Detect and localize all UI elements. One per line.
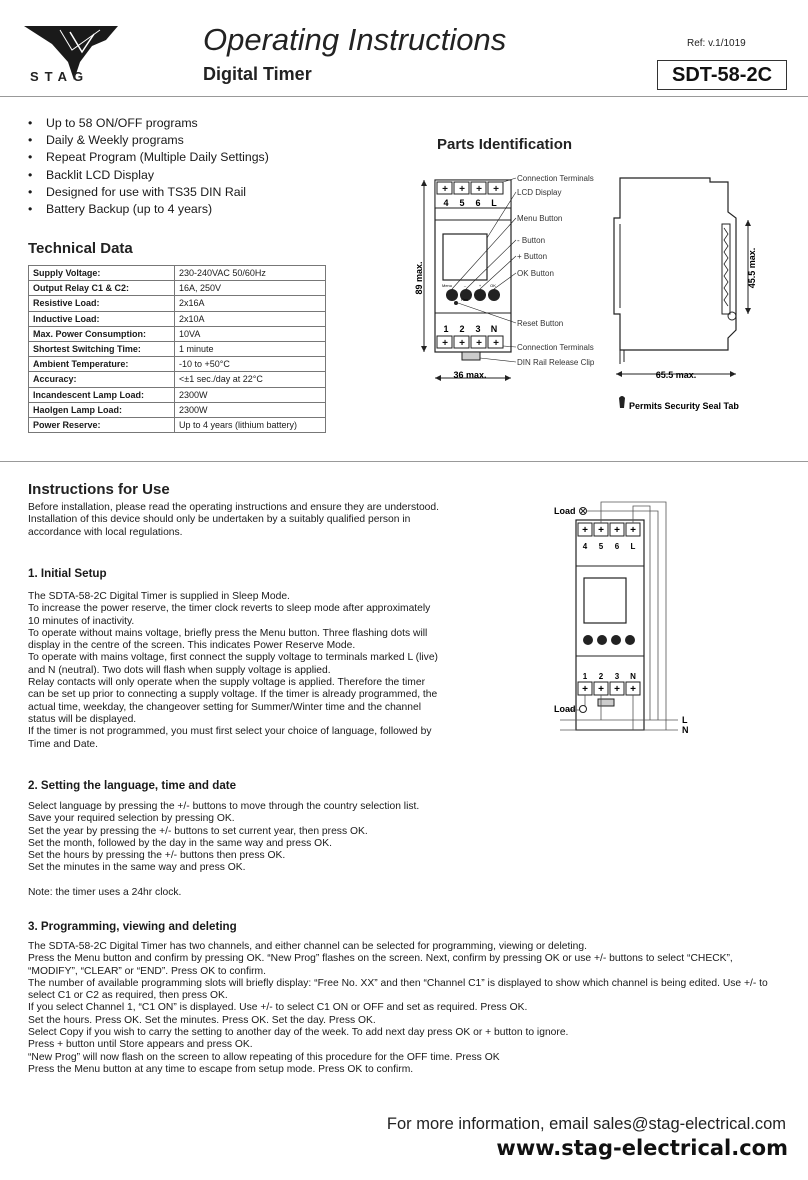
svg-text:5: 5 [598,542,604,551]
terminal-label: 4 [443,198,449,208]
svg-text:3: 3 [475,324,481,334]
reset-button [454,301,458,305]
instruction-line: “New Prog” will now flash on the screen to allow repeating of this procedure for the OFF time. Press OK [28,1051,500,1063]
list-item: • Repeat Program (Multiple Daily Settings) [28,150,269,167]
instruction-line: To operate with mains voltage, first connect the supply voltage to terminals marked L (live) [28,652,438,664]
svg-text:N: N [682,725,689,735]
spec-label: Accuracy: [29,372,175,387]
spec-label: Supply Voltage: [29,266,175,281]
terminal-label: 6 [475,198,481,208]
instruction-line: The number of available programming slots will briefly display: “Free No. XX” and then “Channel C1” is displayed to show which channel is being edited. Use +/- to [28,977,768,989]
spec-label: Haolgen Lamp Load: [29,402,175,417]
spec-value: 2300W [175,387,326,402]
svg-text:+: + [630,684,636,695]
svg-text:Reset Button: Reset Button [517,319,564,328]
list-item: • Battery Backup (up to 4 years) [28,202,269,219]
svg-text:+ Button: + Button [517,252,548,261]
svg-text:DIN Rail Release Clip: DIN Rail Release Clip [517,358,595,367]
instruction-line: Relay contacts will only operate when the supply voltage is applied. Therefore the timer [28,677,426,689]
spec-value: 2x16A [175,296,326,311]
svg-text:- Button: - Button [517,236,546,245]
instruction-line: Press the Menu button and confirm by pressing OK. “New Prog” flashes on the screen. Next, confirm by pressing OK or use +/- buttons to select “CHECK”, [28,953,733,965]
svg-text:+: + [614,525,620,536]
svg-text:+: + [478,283,482,288]
section-heading: 2. Setting the language, time and date [28,779,237,792]
svg-text:+: + [582,525,588,536]
svg-text:+: + [442,184,448,195]
svg-text:Connection Terminals: Connection Terminals [517,174,594,183]
svg-text:LCD Display: LCD Display [517,188,562,197]
spec-value: 16A, 250V [175,281,326,296]
instruction-line: Press the Menu button at any time to escape from setup mode. Press OK to confirm. [28,1063,414,1075]
svg-text:OK: OK [490,283,496,288]
table-row [29,266,326,281]
ok-button [488,289,500,301]
svg-text:+: + [459,184,465,195]
spec-label: Resistive Load: [29,296,175,311]
svg-text:Permits Security Seal Tab: Permits Security Seal Tab [629,401,739,411]
instruction-line: and N (neutral). Two dots will flash when supply voltage is applied. [28,664,331,676]
svg-text:N: N [490,324,498,334]
footer-email: For more information, email sales@stag-electrical.com [386,1115,786,1133]
instruction-line: If the timer is not programmed, you must first select your choice of language, followed by [28,726,432,738]
section-heading: 1. Initial Setup [28,567,107,580]
svg-text:4: 4 [582,542,588,551]
table-row [29,372,326,387]
feature-list [28,116,269,219]
instruction-line: Press + button until Store appears and press OK. [28,1039,253,1051]
svg-text:+: + [582,684,588,695]
table-row [29,341,326,356]
model-number: SDT-58-2C [657,60,787,90]
instruction-line: Set the hours. Press OK. Set the minutes. Press OK. Set the day. Press OK. [28,1014,376,1026]
section-divider [0,461,808,462]
svg-text:L: L [682,715,688,725]
list-item: • Daily & Weekly programs [28,133,269,150]
svg-text:Menu Button: Menu Button [517,214,563,223]
menu-button [446,289,458,301]
svg-text:3: 3 [614,672,620,681]
spec-value: -10 to +50°C [175,357,326,372]
instruction-line: Select Copy if you wish to carry the setting to another day of the week. To add next day press OK or + button to ignore. [28,1027,569,1039]
table-row [29,281,326,296]
instruction-line: status will be displayed. [28,713,137,725]
list-item: • Backlit LCD Display [28,168,269,185]
instruction-line: Time and Date. [28,738,99,750]
spec-value: 2300W [175,402,326,417]
svg-text:1: 1 [443,324,449,334]
parts-diagram [410,168,800,418]
instruction-line: actual time, weekday, the changeover setting for Summer/Winter time and the channel [28,701,422,713]
document-title: Operating Instructions [203,22,507,57]
table-row [29,357,326,372]
svg-text:N: N [630,672,636,681]
wiring-diagram [548,498,698,743]
din-rail-clip [462,352,480,360]
svg-text:OK Button: OK Button [517,269,554,278]
spec-value: 1 minute [175,341,326,356]
svg-text:–: – [463,283,467,288]
spec-value: Up to 4 years (lithium battery) [175,417,326,432]
svg-text:2: 2 [598,672,604,681]
plus-button [474,289,486,301]
header-divider [0,96,808,97]
spec-label: Incandescent Lamp Load: [29,387,175,402]
svg-text:1: 1 [582,672,588,681]
instruction-line: Set the hours by pressing the +/- buttons then press OK. [28,850,286,862]
instructions-heading: Instructions for Use [28,481,170,498]
table-row [29,387,326,402]
instruction-line: Set the month, followed by the day in the same way and press OK. [28,837,332,849]
table-row [29,311,326,326]
terminal-label: 5 [459,198,465,208]
reference-number: Ref: v.1/1019 [687,38,746,49]
svg-text:+: + [598,684,604,695]
table-row [29,402,326,417]
instruction-line: Save your required selection by pressing OK. [28,813,235,825]
terminal-label: L [491,198,497,208]
svg-text:Connection Terminals: Connection Terminals [517,343,594,352]
spec-label: Inductive Load: [29,311,175,326]
instruction-line: To increase the power reserve, the timer clock reverts to sleep mode after approximately [28,603,431,615]
instruction-line: can be set up prior to connecting a supply voltage. If the timer is already programmed, the [28,689,438,701]
svg-text:45.5 max.: 45.5 max. [747,247,757,289]
instruction-line: Set the year by pressing the +/- buttons to set current year, then press OK. [28,825,368,837]
table-row [29,417,326,432]
instruction-line: The SDTA-58-2C Digital Timer is supplied in Sleep Mode. [28,591,290,602]
svg-text:89 max.: 89 max. [414,261,424,295]
footer-website: www.stag-electrical.com [496,1136,788,1160]
svg-text:+: + [598,525,604,536]
spec-value: 2x10A [175,311,326,326]
instruction-line: display in the centre of the screen. This indicates Power Reserve Mode. [28,640,356,652]
spec-value: 230-240VAC 50/60Hz [175,266,326,281]
svg-text:6: 6 [614,542,620,551]
technical-data-heading: Technical Data [28,240,133,257]
spec-label: Max. Power Consumption: [29,326,175,341]
spec-label: Shortest Switching Time: [29,341,175,356]
svg-text:Load: Load [554,704,576,714]
svg-text:+: + [614,684,620,695]
list-item: • Up to 58 ON/OFF programs [28,116,269,133]
svg-text:L: L [630,542,636,551]
svg-text:Load: Load [554,506,576,516]
svg-text:+: + [442,338,448,349]
document-subtitle: Digital Timer [203,64,312,84]
svg-text:65.5 max.: 65.5 max. [655,370,697,380]
section-heading: 3. Programming, viewing and deleting [28,920,237,933]
instruction-line: 10 minutes of inactivity. [28,615,135,627]
lcd-display [443,234,487,280]
section-programming [28,920,788,1076]
brand-name: STAG [30,69,90,84]
parts-identification-heading: Parts Identification [437,136,573,153]
technical-data-table [28,265,326,433]
instruction-line: Select language by pressing the +/- buttons to move through the country selection list. [28,801,420,812]
table-row [29,326,326,341]
seal-tab-icon [619,396,625,408]
instruction-line: Set the minutes in the same way and press OK. [28,862,246,874]
spec-value: <±1 sec./day at 22°C [175,372,326,387]
spec-value: 10VA [175,326,326,341]
svg-text:2: 2 [459,324,465,334]
svg-text:+: + [476,338,482,349]
spec-label: Output Relay C1 & C2: [29,281,175,296]
note: Note: the timer uses a 24hr clock. [28,886,182,898]
svg-text:Res: Res [461,297,469,302]
svg-text:Menu: Menu [441,283,453,288]
instruction-line: The SDTA-58-2C Digital Timer has two channels, and either channel can be selected for programming, viewing or deleting. [28,941,587,952]
svg-text:36 max.: 36 max. [453,370,487,380]
svg-text:+: + [476,184,482,195]
spec-label: Power Reserve: [29,417,175,432]
instruction-line: To operate without mains voltage, briefly press the Menu button. Three flashing dots will [28,627,428,639]
table-row [29,296,326,311]
spec-label: Ambient Temperature: [29,357,175,372]
svg-text:+: + [630,525,636,536]
instructions-intro: Before installation, please read the operating instructions and ensure they are understood. Installation of this device should only be undertaken by a suitably qualified person in accordance with local regulations. [28,502,439,538]
side-view [614,178,736,350]
instruction-line: select C1 or C2 as required, then press OK. [28,990,228,1002]
svg-text:+: + [493,184,499,195]
svg-text:+: + [493,338,499,349]
instruction-line: If you select Channel 1, “C1 ON” is displayed. Use +/- to select C1 ON or OFF and set as required. Press OK. [28,1002,528,1014]
section-language-time [28,779,488,899]
section-initial-setup [28,567,488,751]
svg-text:+: + [459,338,465,349]
list-item: • Designed for use with TS35 DIN Rail [28,185,269,202]
instruction-line: “MODIFY”, “CLEAR” or “END”. Press OK to confirm. [28,965,266,977]
